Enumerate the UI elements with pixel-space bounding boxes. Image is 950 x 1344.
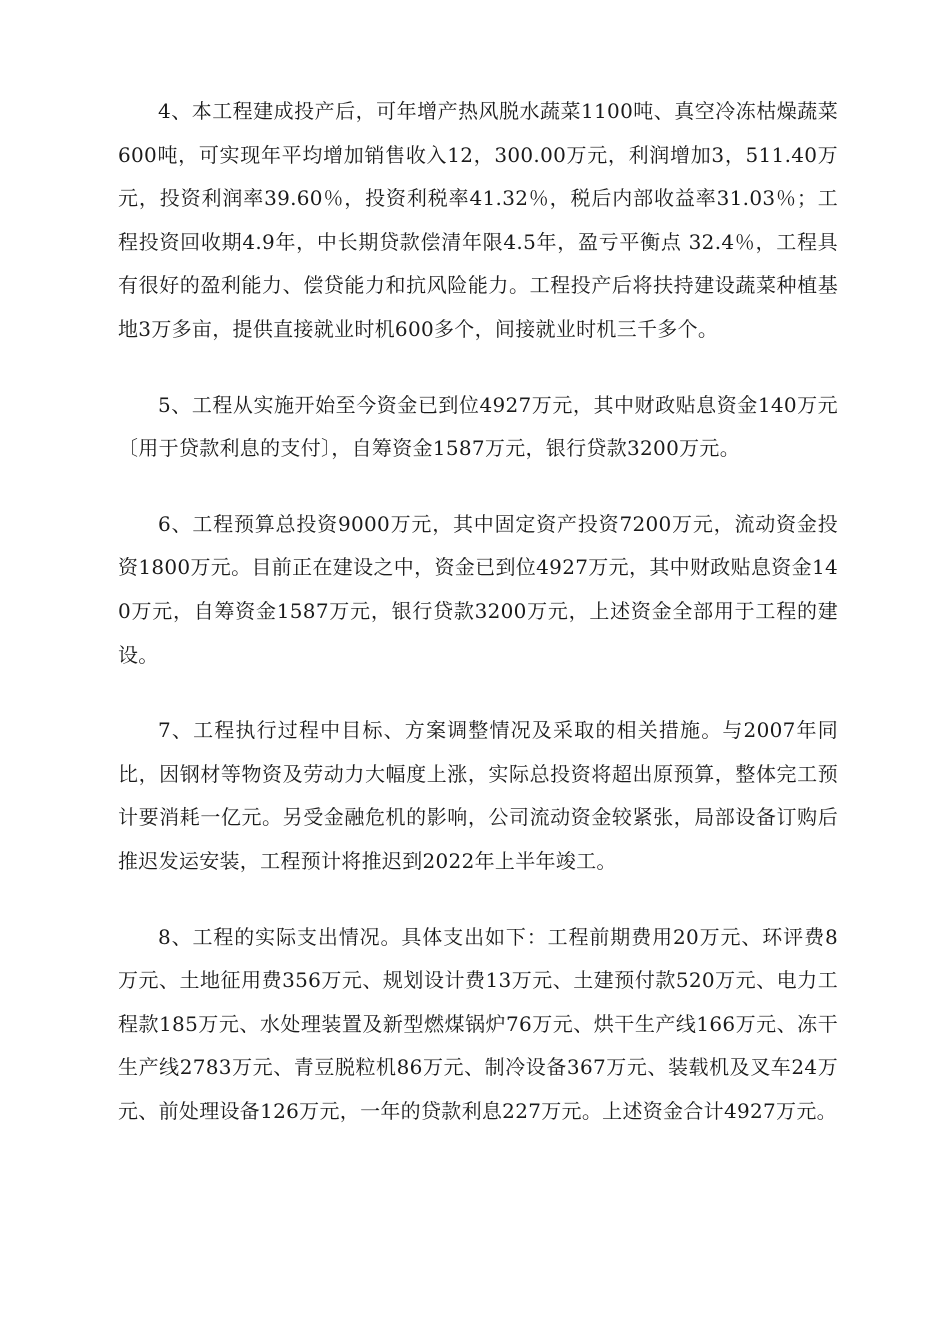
paragraph-5-funding: 5、工程从实施开始至今资金已到位4927万元，其中财政贴息资金140万元〔用于贷款利息的支付〕，自筹资金1587万元，银行贷款3200万元。	[118, 392, 838, 461]
paragraph-6-budget: 6、工程预算总投资9000万元，其中固定资产投资7200万元，流动资金投资1800万元。目前正在建设之中，资金已到位4927万元，其中财政贴息资金140万元，自筹资金1587万元，银行贷款3200万元，上述资金全部用于工程的建设。	[118, 511, 838, 667]
paragraph-8-expenditure: 8、工程的实际支出情况。具体支出如下：工程前期费用20万元、环评费8万元、土地征用费356万元、规划设计费13万元、土建预付款520万元、电力工程款185万元、水处理装置及新型燃煤锅炉76万元、烘干生产线166万元、冻干生产线2783万元、青豆脱粒机86万元、制冷设备367万元、装载机及叉车24万元、前处理设备126万元，一年的贷款利息227万元。上述资金合计4927万元。	[118, 924, 838, 1123]
document-body	[118, 90, 838, 1165]
paragraph-4-returns: 4、本工程建成投产后，可年增产热风脱水蔬菜1100吨、真空冷冻枯燥蔬菜600吨，可实现年平均增加销售收入12，300.00万元，利润增加3，511.40万元，投资利润率39.60％，投资利税率41.32％，税后内部收益率31.03％；工程投资回收期4.9年，中长期贷款偿清年限4.5年，盈亏平衡点 32.4％，工程具有很好的盈利能力、偿贷能力和抗风险能力。工程投产后将扶持建设蔬菜种植基地3万多亩，提供直接就业时机600多个，间接就业时机三千多个。	[118, 99, 838, 341]
paragraph-7-adjustments: 7、工程执行过程中目标、方案调整情况及采取的相关措施。与2007年同比，因钢材等物资及劳动力大幅度上涨，实际总投资将超出原预算，整体完工预计要消耗一亿元。另受金融危机的影响，公司流动资金较紧张，局部设备订购后推迟发运安装，工程预计将推迟到2022年上半年竣工。	[118, 718, 838, 873]
